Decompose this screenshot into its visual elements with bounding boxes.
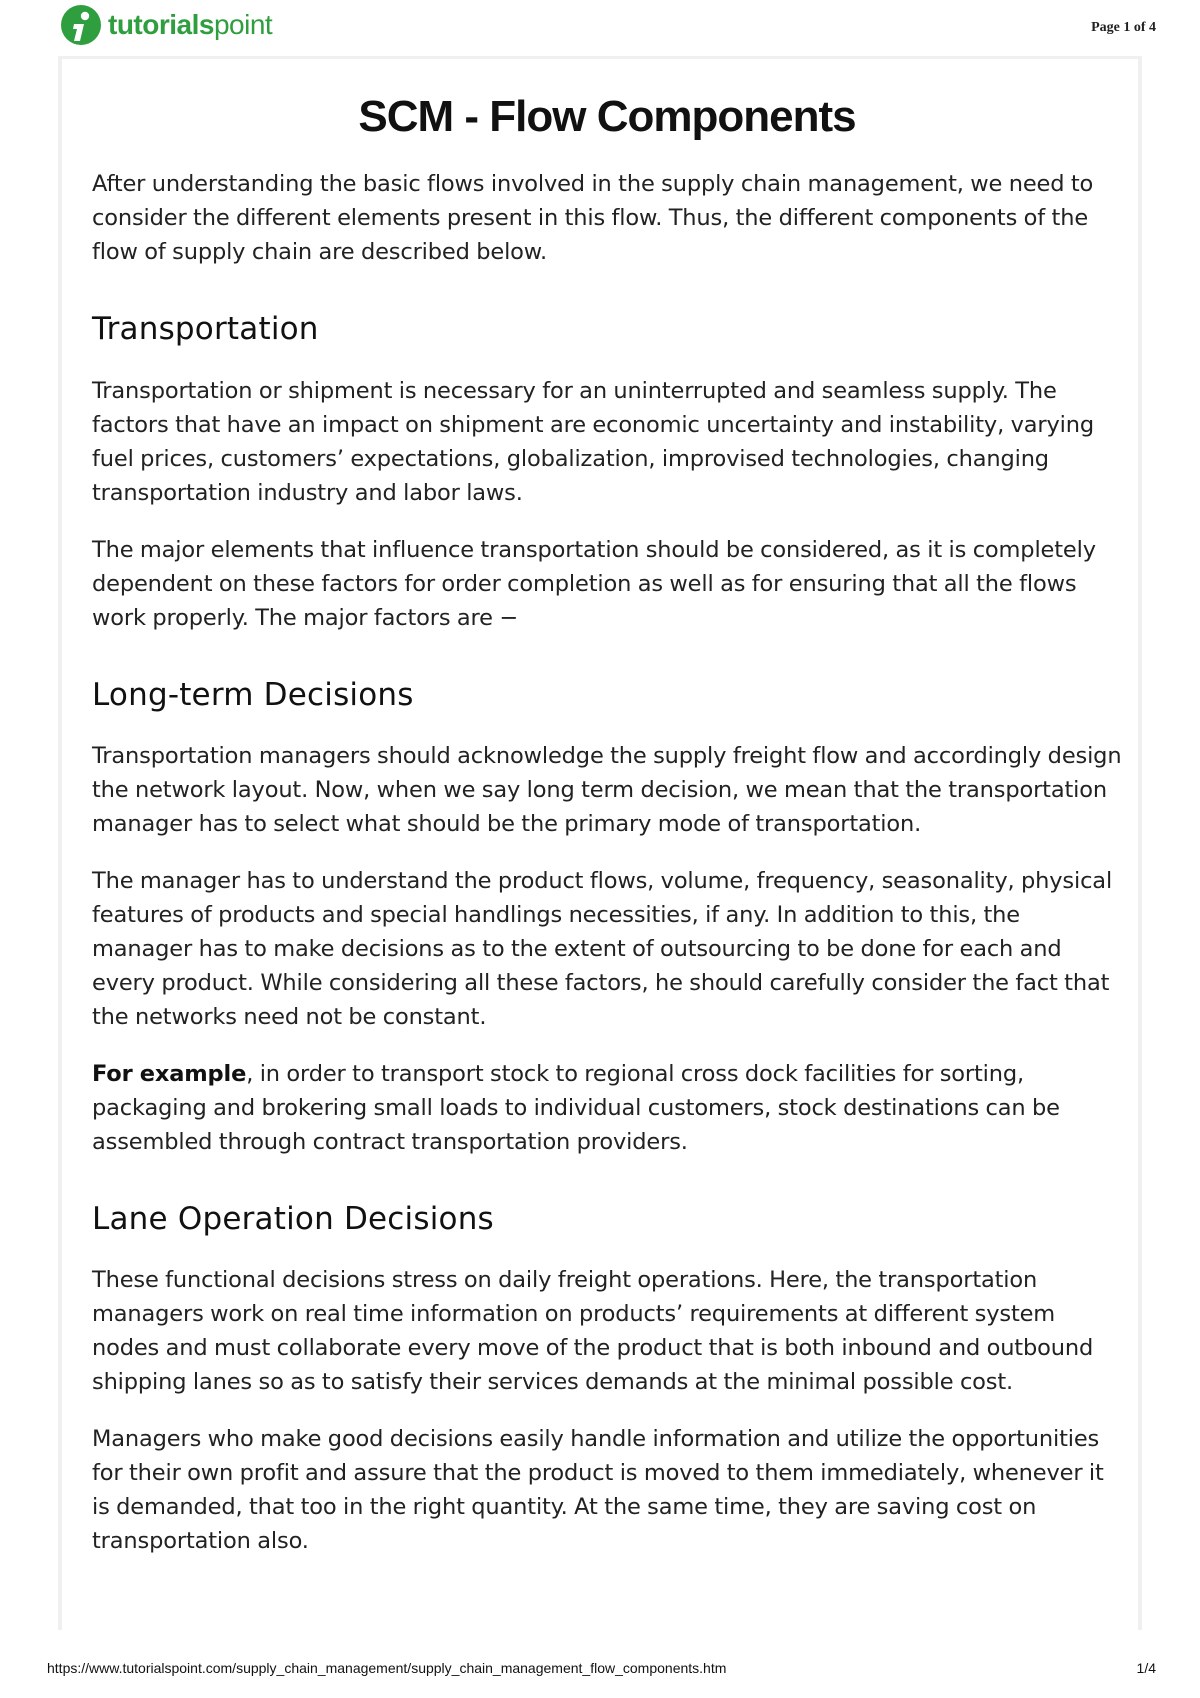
example-lead: For example (92, 1060, 247, 1087)
article-card (58, 56, 1142, 1630)
footer-page-number: 1/4 (1136, 1660, 1156, 1676)
tutorialspoint-logo-icon (60, 4, 102, 46)
example-paragraph (92, 1057, 1122, 1159)
section-heading-transportation: Transportation (92, 311, 319, 348)
tutorialspoint-logo[interactable] (60, 2, 272, 48)
page-footer (0, 1660, 1200, 1684)
paragraph: Managers who make good decisions easily handle information and utilize the opportunities for their own profit and assure that the product is moved to them immediately, whenever it is demanded, that too in the right quantity. At the same time, they are saving cost on transportation also. (92, 1425, 1104, 1554)
footer-url[interactable]: https://www.tutorialspoint.com/supply_chain_management/supply_chain_management_flow_components.htm (47, 1660, 727, 1676)
paragraph: The major elements that influence transportation should be considered, as it is completely dependent on these factors for order completion as well as for ensuring that all the flows work properly. The major factors are − (92, 536, 1096, 631)
section-heading-long-term-decisions: Long-term Decisions (92, 676, 414, 713)
logo-wordmark: tutorialspoint (108, 9, 273, 40)
section-heading-lane-operation-decisions: Lane Operation Decisions (92, 1200, 494, 1237)
example-text: , in order to transport stock to regional cross dock facilities for sorting, packaging and brokering small loads to individual customers, stock destinations can be assembled through contract transportation providers. (92, 1060, 1060, 1155)
paragraph: Transportation managers should acknowledge the supply freight flow and accordingly design the network layout. Now, when we say long term decision, we mean that the transportation manager has to select what should be the primary mode of transportation. (92, 742, 1122, 837)
page-counter: Page 1 of 4 (1091, 20, 1156, 35)
page-title: SCM - Flow Components (358, 92, 856, 141)
article-body (92, 59, 1122, 1581)
paragraph: These functional decisions stress on daily freight operations. Here, the transportation managers work on real time information on products’ requirements at different system nodes and must collaborate every move of the product that is both inbound and outbound shipping lanes so as to satisfy their services demands at the minimal possible cost. (92, 1266, 1094, 1395)
page-header (0, 0, 1200, 52)
paragraph: The manager has to understand the product flows, volume, frequency, seasonality, physical features of products and special handlings necessities, if any. In addition to this, the manager has to make decisions as to the extent of outsourcing to be done for each and every product. While considering all these factors, he should carefully consider the fact that the networks need not be constant. (92, 867, 1113, 1030)
intro-paragraph: After understanding the basic flows involved in the supply chain management, we need to consider the different elements present in this flow. Thus, the different components of the flow of supply chain are described below. (92, 171, 1094, 266)
paragraph: Transportation or shipment is necessary for an uninterrupted and seamless supply. The factors that have an impact on shipment are economic uncertainty and instability, varying fuel prices, customers’ expectations, globalization, improvised technologies, changing transportation industry and labor laws. (92, 377, 1095, 506)
